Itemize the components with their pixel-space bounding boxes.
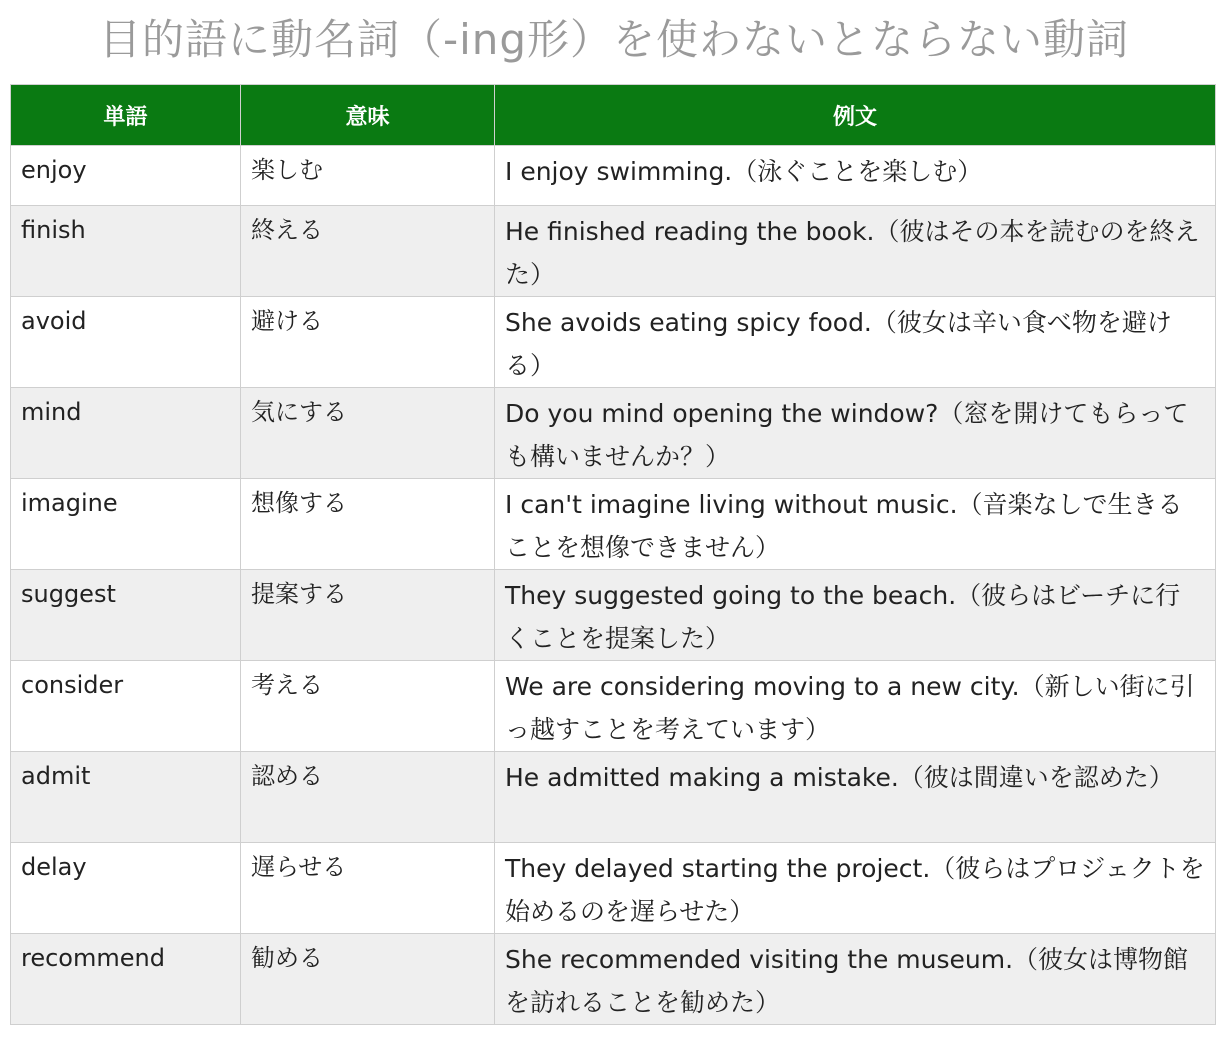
word-cell: avoid [11,297,241,388]
example-cell: She avoids eating spicy food.（彼女は辛い食べ物を避ける） [495,297,1216,388]
meaning-cell: 遅らせる [241,843,495,934]
example-cell: He finished reading the book.（彼はその本を読むのを終えた） [495,206,1216,297]
word-cell: admit [11,752,241,843]
word-cell: recommend [11,934,241,1025]
example-cell: Do you mind opening the window?（窓を開けてもらっても構いませんか？） [495,388,1216,479]
example-cell: He admitted making a mistake.（彼は間違いを認めた） [495,752,1216,843]
word-cell: consider [11,661,241,752]
table-row [11,297,1216,388]
example-cell: I enjoy swimming.（泳ぐことを楽しむ） [495,146,1216,206]
word-cell: suggest [11,570,241,661]
example-cell: They delayed starting the project.（彼らはプロジェクトを始めるのを遅らせた） [495,843,1216,934]
table-header-row [11,85,1216,146]
meaning-cell: 提案する [241,570,495,661]
word-cell: delay [11,843,241,934]
table-row [11,661,1216,752]
table-row [11,146,1216,206]
table-row [11,388,1216,479]
meaning-cell: 楽しむ [241,146,495,206]
example-cell: I can't imagine living without music.（音楽なしで生きることを想像できません） [495,479,1216,570]
word-cell: imagine [11,479,241,570]
header-word: 単語 [11,85,241,146]
header-example: 例文 [495,85,1216,146]
word-cell: enjoy [11,146,241,206]
table-row [11,843,1216,934]
meaning-cell: 終える [241,206,495,297]
meaning-cell: 勧める [241,934,495,1025]
meaning-cell: 気にする [241,388,495,479]
table-row [11,479,1216,570]
example-cell: They suggested going to the beach.（彼らはビーチに行くことを提案した） [495,570,1216,661]
meaning-cell: 避ける [241,297,495,388]
example-cell: She recommended visiting the museum.（彼女は博物館を訪れることを勧めた） [495,934,1216,1025]
page-title: 目的語に動名詞（-ing形）を使わないとならない動詞 [98,15,1130,64]
word-cell: mind [11,388,241,479]
vocab-table [10,84,1216,1025]
table-row [11,752,1216,843]
meaning-cell: 考える [241,661,495,752]
table-row [11,570,1216,661]
word-cell: finish [11,206,241,297]
table-row [11,934,1216,1025]
table-row [11,206,1216,297]
meaning-cell: 想像する [241,479,495,570]
meaning-cell: 認める [241,752,495,843]
header-meaning: 意味 [241,85,495,146]
example-cell: We are considering moving to a new city.（新しい街に引っ越すことを考えています） [495,661,1216,752]
